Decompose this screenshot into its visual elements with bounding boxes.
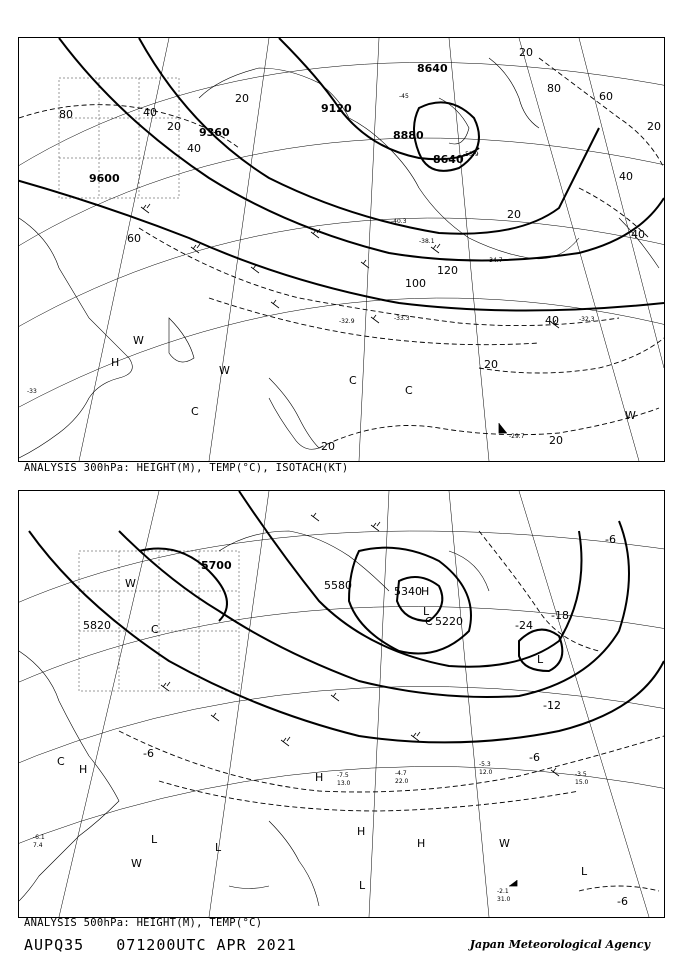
caption-300hpa: ANALYSIS 300hPa: HEIGHT(M), TEMP(°C), ISOTACH(KT) [24,462,349,474]
height-label: 9120 [321,102,352,115]
isotach-label: 40 [187,142,201,155]
station-value: -7.5 [337,772,349,779]
isotherm-label: -6 [529,751,540,764]
high-marker: H [79,763,88,776]
graticule [19,491,664,917]
height-labels [83,559,463,632]
temp-label: -32.3 [579,316,595,323]
height-label: 9360 [199,126,230,139]
isotherms [119,531,664,891]
isotach-label: 60 [599,90,613,103]
height-label: 5220 [435,615,463,628]
low-marker: L [537,653,544,666]
isotach-label: 20 [647,120,661,133]
low-marker: L [359,879,366,892]
high-marker: H [315,771,324,784]
station-value: 13.0 [337,780,351,787]
isotach-contours [19,58,664,448]
isotach-label: 40 [619,170,633,183]
caption-500hpa: ANALYSIS 500hPa: HEIGHT(M), TEMP(°C) [24,917,263,929]
isotach-label: 20 [519,46,533,59]
low-marker: L [581,865,588,878]
bulletin-header [24,936,319,954]
height-label: 8880 [393,129,424,142]
station-value: -3.5 [575,771,587,778]
height-labels [89,62,464,185]
isotherm-label: -24 [515,619,533,632]
cold-marker: C [191,405,199,418]
isotach-label: 20 [235,92,249,105]
height-label: 9600 [89,172,120,185]
low-marker: L [423,605,430,618]
height-label: 8640 [417,62,448,75]
warm-marker: W [131,857,142,870]
cold-marker: C [405,384,413,397]
isotach-label: 100 [405,277,426,290]
low-marker: L [151,833,158,846]
high-marker: H [421,585,430,598]
low-marker: L [215,841,222,854]
map-300hpa [19,38,664,461]
station-value: 22.0 [395,778,409,785]
isotach-label: 20 [167,120,181,133]
isotherm-label: -12 [543,699,561,712]
height-label: 5580 [324,579,352,592]
station-value: 12.0 [479,769,493,776]
chart-300hpa [18,37,665,462]
isotach-label: 40 [143,106,157,119]
height-label: 5340 [394,585,422,598]
cold-marker: C [349,374,357,387]
isotherm-label: -18 [551,609,569,622]
temp-label: -53.9 [463,151,479,158]
isotach-label: 20 [549,434,563,447]
height-label: 5700 [201,559,232,572]
height-label: 5820 [83,619,111,632]
pressure-markers [57,577,588,892]
isotach-label: 80 [547,82,561,95]
warm-marker: W [133,334,144,347]
isotach-label: 20 [484,358,498,371]
temp-label: -40.3 [391,218,407,225]
station-value: 7.4 [33,842,43,849]
isotherm-label: -6 [617,895,628,908]
isotach-label: 40 [545,314,559,327]
isotach-label: 20 [507,208,521,221]
warm-marker: W [499,837,510,850]
warm-marker: W [125,577,136,590]
temp-label: -33 [27,388,37,395]
temp-label: -38.1 [419,238,435,245]
cold-marker: C [425,615,433,628]
station-value: -5.3 [479,761,491,768]
map-500hpa [19,491,664,917]
warm-marker: W [625,409,636,422]
isotach-label: 80 [59,108,73,121]
temp-label: -45 [399,93,409,100]
station-values [33,761,589,903]
isotach-label: 20 [321,440,335,453]
isotherm-label: -6 [605,533,616,546]
chart-500hpa [18,490,665,918]
bulletin-code: AUPQ35 [24,936,85,954]
station-value: -4.7 [395,770,407,777]
isotach-labels [59,46,661,453]
isotach-label: 60 [127,232,141,245]
station-value: -2.1 [497,888,509,895]
cold-marker: C [57,755,65,768]
temp-label: -29.7 [509,433,525,440]
isotach-label: 120 [437,264,458,277]
high-marker: H [357,825,366,838]
station-value: 31.0 [497,896,511,903]
agency-name: Japan Meteorological Agency [469,938,650,951]
cold-marker: C [151,623,159,636]
high-marker: H [111,356,120,369]
isotherm-label: -6 [143,747,154,760]
pressure-markers [111,334,636,422]
high-marker: H [417,837,426,850]
valid-time: 071200UTC APR 2021 [116,936,297,954]
temp-label: -34.7 [487,257,503,264]
temp-label: -33.3 [394,315,410,322]
isotach-label: 40 [631,228,645,241]
height-label: 8640 [433,153,464,166]
station-value: -6.1 [33,834,45,841]
warm-marker: W [219,364,230,377]
station-value: 15.0 [575,779,589,786]
temp-label: -32.9 [339,318,355,325]
